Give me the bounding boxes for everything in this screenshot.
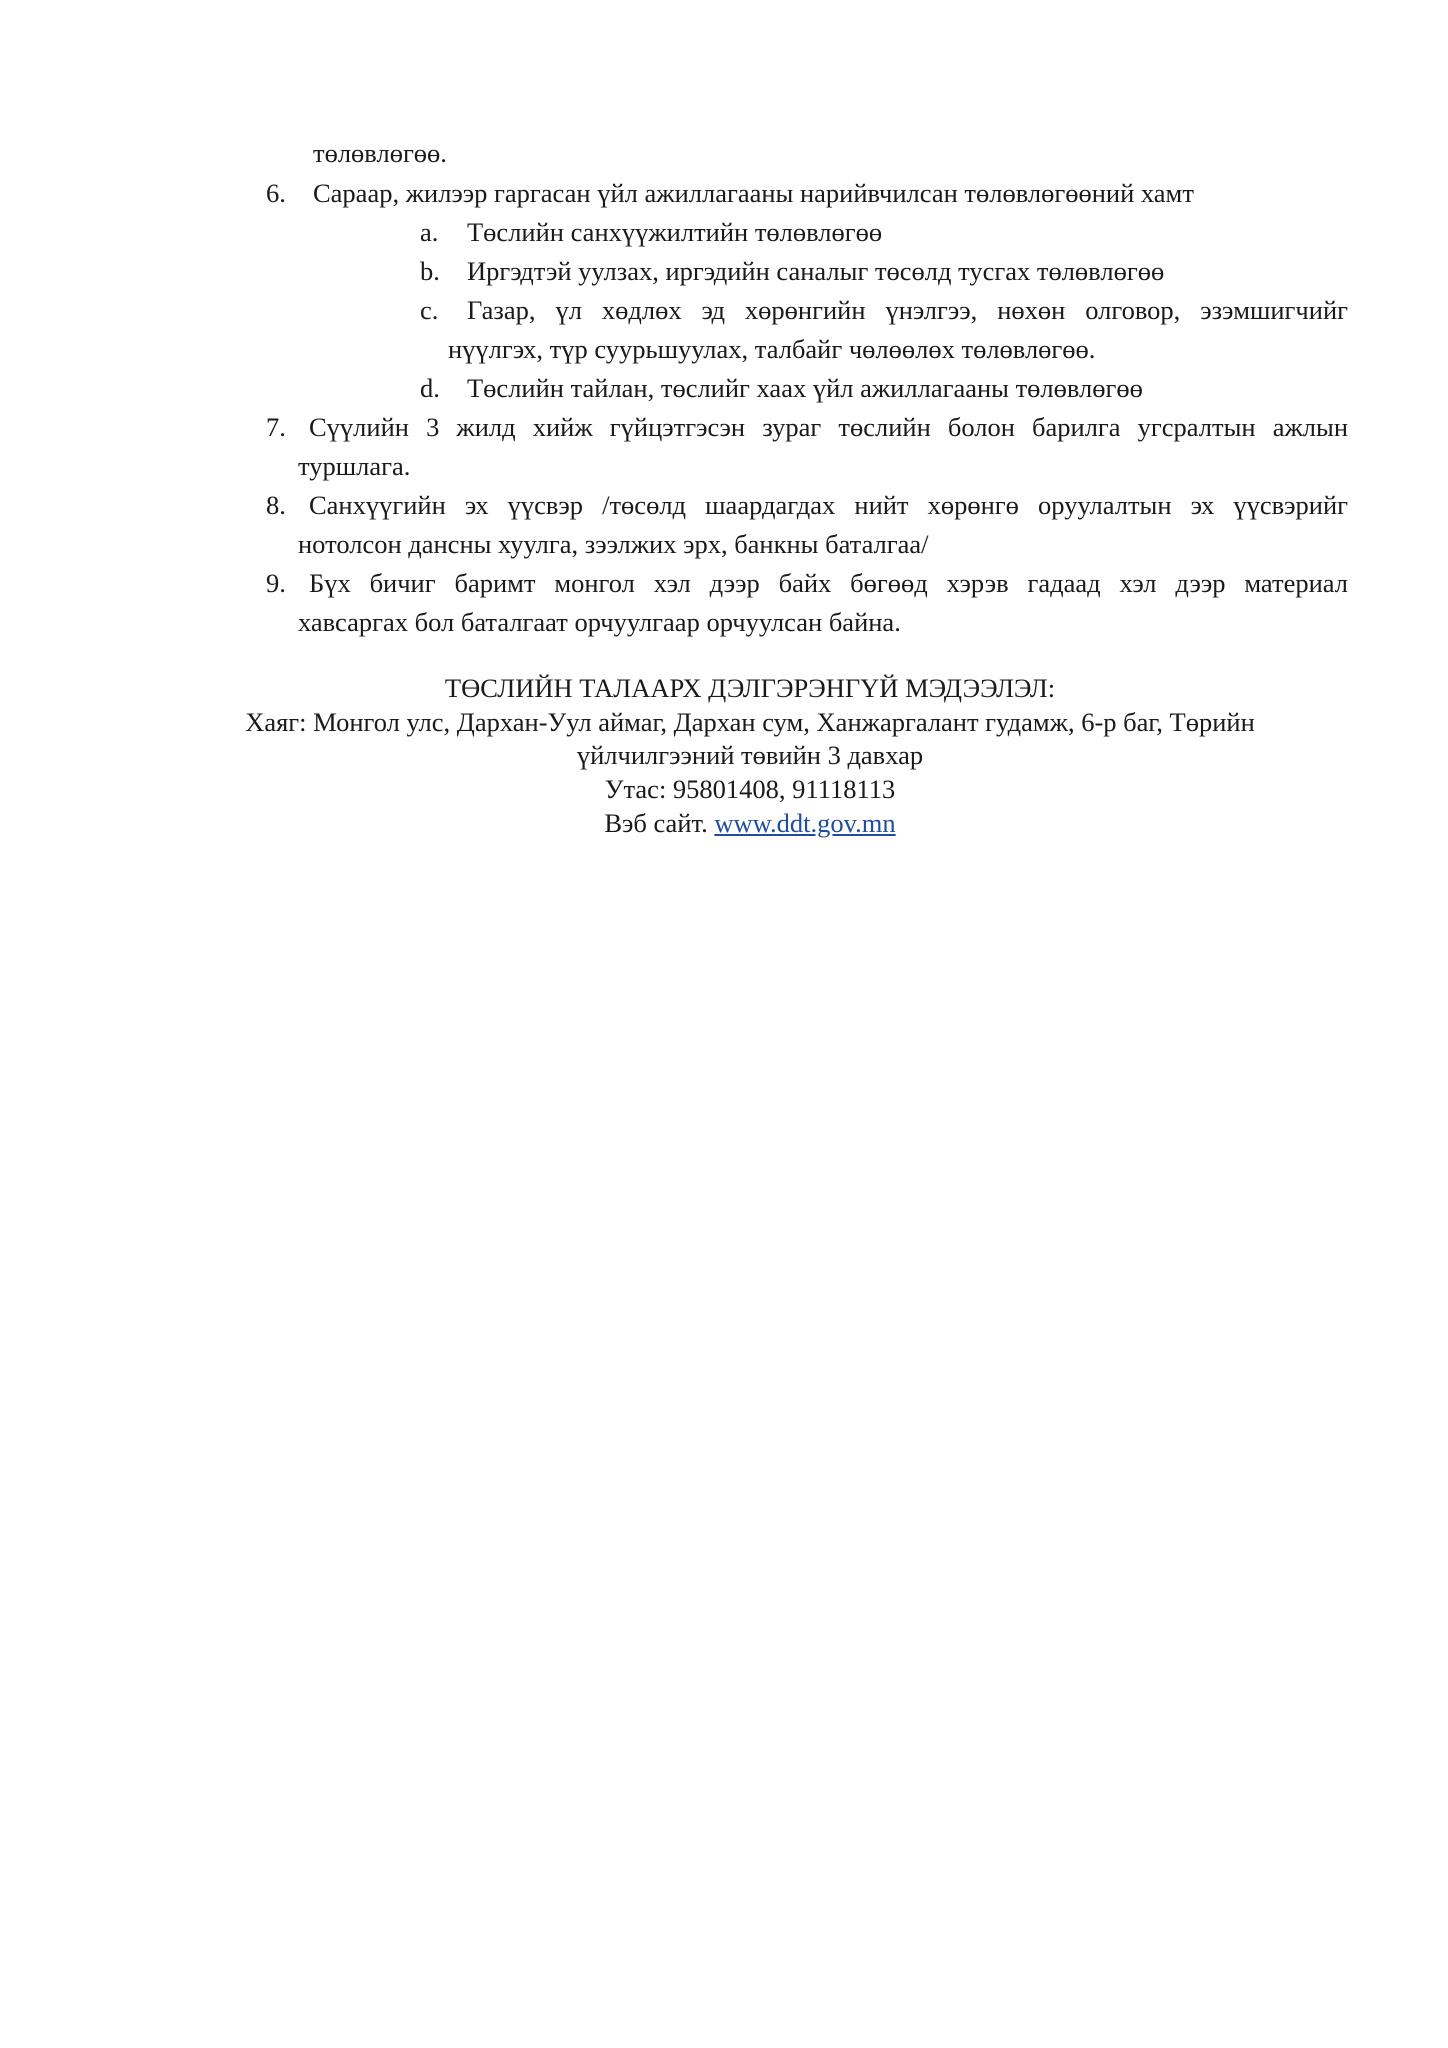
list-item-text-continued: нотолсон дансны хуулга, зээлжих эрх, банкны баталгаа/ — [298, 529, 929, 559]
list-item-text: Санхүүгийн эх үүсвэр /төсөлд шаардагдах нийт хөрөнгө оруулалтын эх үүсвэрийг — [309, 490, 1348, 520]
sub-letter: d. — [420, 373, 440, 403]
sub-item-text: Төслийн тайлан, төслийг хаах үйл ажиллагааны төлөвлөгөө — [467, 373, 1143, 403]
list-item-text: Сүүлийн 3 жилд хийж гүйцэтгэсэн зураг төслийн болон барилга угсралтын ажлын — [309, 412, 1348, 442]
address-line-1: Хаяг: Монгол улс, Дархан-Уул аймаг, Дархан сум, Ханжаргалант гудамж, 6-р баг, Төрийн — [245, 707, 1255, 737]
address-line-2: үйлчилгээний төвийн 3 давхар — [576, 740, 924, 770]
list-number: 7. — [266, 412, 286, 442]
website-label: Вэб сайт. — [604, 808, 715, 838]
list-number: 8. — [266, 490, 286, 520]
sub-letter: b. — [420, 256, 440, 286]
phone-line: Утас: 95801408, 91118113 — [604, 774, 896, 804]
sub-item-text: Иргэдтэй уулзах, иргэдийн саналыг төсөлд тусгах төлөвлөгөө — [467, 256, 1165, 286]
contact-heading: ТӨСЛИЙН ТАЛААРХ ДЭЛГЭРЭНГҮЙ МЭДЭЭЛЭЛ: — [444, 673, 1056, 703]
list-item-text-continued: туршлага. — [298, 451, 411, 481]
sub-item-text: Газар, үл хөдлөх эд хөрөнгийн үнэлгээ, нөхөн олговор, эзэмшигчийг — [467, 295, 1348, 325]
sub-letter: a. — [420, 217, 439, 247]
website-link[interactable]: www.ddt.gov.mn — [714, 808, 896, 838]
sub-item-text-continued: нүүлгэх, түр суурьшуулах, талбайг чөлөөлөх төлөвлөгөө. — [448, 334, 1096, 364]
carryover-text: төлөвлөгөө. — [313, 138, 447, 168]
sub-letter: c. — [420, 295, 439, 325]
list-item-text: Сараар, жилээр гаргасан үйл ажиллагааны нарийвчилсан төлөвлөгөөний хамт — [313, 178, 1194, 208]
list-number: 9. — [266, 568, 286, 598]
list-item-text: Бүх бичиг баримт монгол хэл дээр байх бөгөөд хэрэв гадаад хэл дээр материал — [309, 568, 1348, 598]
sub-item-text: Төслийн санхүүжилтийн төлөвлөгөө — [467, 217, 883, 247]
list-number: 6. — [266, 178, 286, 208]
list-item-text-continued: хавсаргах бол баталгаат орчуулгаар орчуулсан байна. — [298, 607, 901, 637]
website-line — [150, 807, 1350, 840]
